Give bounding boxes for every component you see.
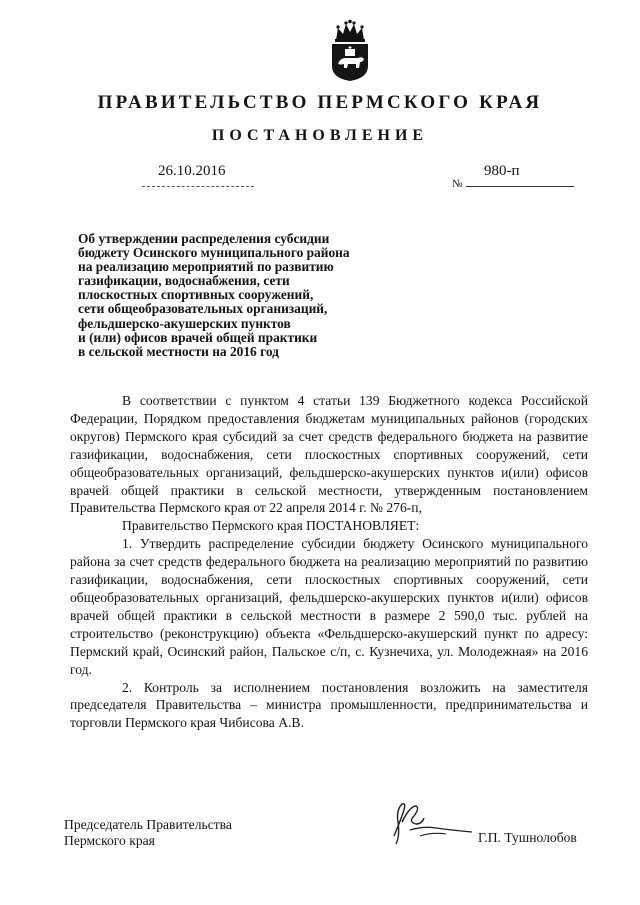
item-1-paragraph: 1. Утвердить распределение субсидии бюджету Осинского муниципального района за счет средств федерального бюджета на реализацию мероприятий по развитию газификации, водоснабжения, сети плоскостных спортивных сооружений, сети общеобразовательных организаций, фельдшерско-акушерских пунктов и(или) офисов врачей общей практики в сельской местности в размере 2 590,0 тыс. рублей на строительство (реконструкцию) объекта «Фельдшерско-акушерский пункт по адресу: Пермский край, Осинский район, Пальское с/п, с. Кузнечиха, ул. Молодежная» на 2016 год. bbox=[70, 536, 588, 677]
document-number: 980-п bbox=[484, 163, 520, 179]
preamble-paragraph: В соответствии с пунктом 4 статьи 139 Бюджетного кодекса Российской Федерации, Порядком предоставления бюджетам муниципальных районов (городских округов) Пермского края субсидий за счет средств федерального бюджета на развитие газификации, водоснабжения, сети плоскостных спортивных сооружений, сети общеобразовательных организаций, фельдшерско-акушерских пунктов и(или) офисов врачей общей практики в сельской местности, утвержденным постановлением Правительства Пермского края от 22 апреля 2014 г. № 276-п, bbox=[70, 393, 588, 516]
heading-line: Об утверждении распределения субсидии bbox=[78, 231, 330, 246]
document-body bbox=[70, 392, 588, 732]
item-2-paragraph: 2. Контроль за исполнением постановления возложить на заместителя председателя Правительства – министра промышленности, предпринимательства и торговли Пермского края Чибисова А.В. bbox=[70, 679, 588, 731]
signer-position-line: Председатель Правительства bbox=[64, 817, 232, 832]
heading-line: в сельской местности на 2016 год bbox=[78, 343, 279, 359]
document-heading bbox=[78, 232, 398, 359]
signer-position-line: Пермского края bbox=[64, 833, 155, 848]
heading-line: плоскостных спортивных сооружений, bbox=[78, 287, 314, 303]
number-sign: № bbox=[452, 178, 463, 190]
heading-line: газификации, водоснабжения, сети bbox=[78, 273, 290, 289]
heading-line: фельдшерско-акушерских пунктов bbox=[78, 315, 291, 331]
heading-line: и (или) офисов врачей общей практики bbox=[78, 329, 318, 345]
government-title: ПРАВИТЕЛЬСТВО ПЕРМСКОГО КРАЯ bbox=[97, 92, 543, 113]
document-type: ПОСТАНОВЛЕНИЕ bbox=[211, 127, 429, 144]
heading-line: сети общеобразовательных организаций, bbox=[78, 301, 328, 317]
decree-paragraph: Правительство Пермского края ПОСТАНОВЛЯЕТ: bbox=[122, 518, 420, 534]
number-underline bbox=[466, 186, 574, 187]
handwritten-signature bbox=[380, 792, 476, 852]
heading-line: бюджету Осинского муниципального района bbox=[78, 245, 350, 261]
signer-name: Г.П. Тушнолобов bbox=[478, 830, 577, 845]
heading-line: на реализацию мероприятий по развитию bbox=[78, 259, 334, 275]
date-underline bbox=[142, 186, 254, 187]
document-date: 26.10.2016 bbox=[158, 163, 226, 179]
signer-position bbox=[64, 817, 232, 849]
perm-coat-of-arms-icon bbox=[328, 18, 372, 82]
